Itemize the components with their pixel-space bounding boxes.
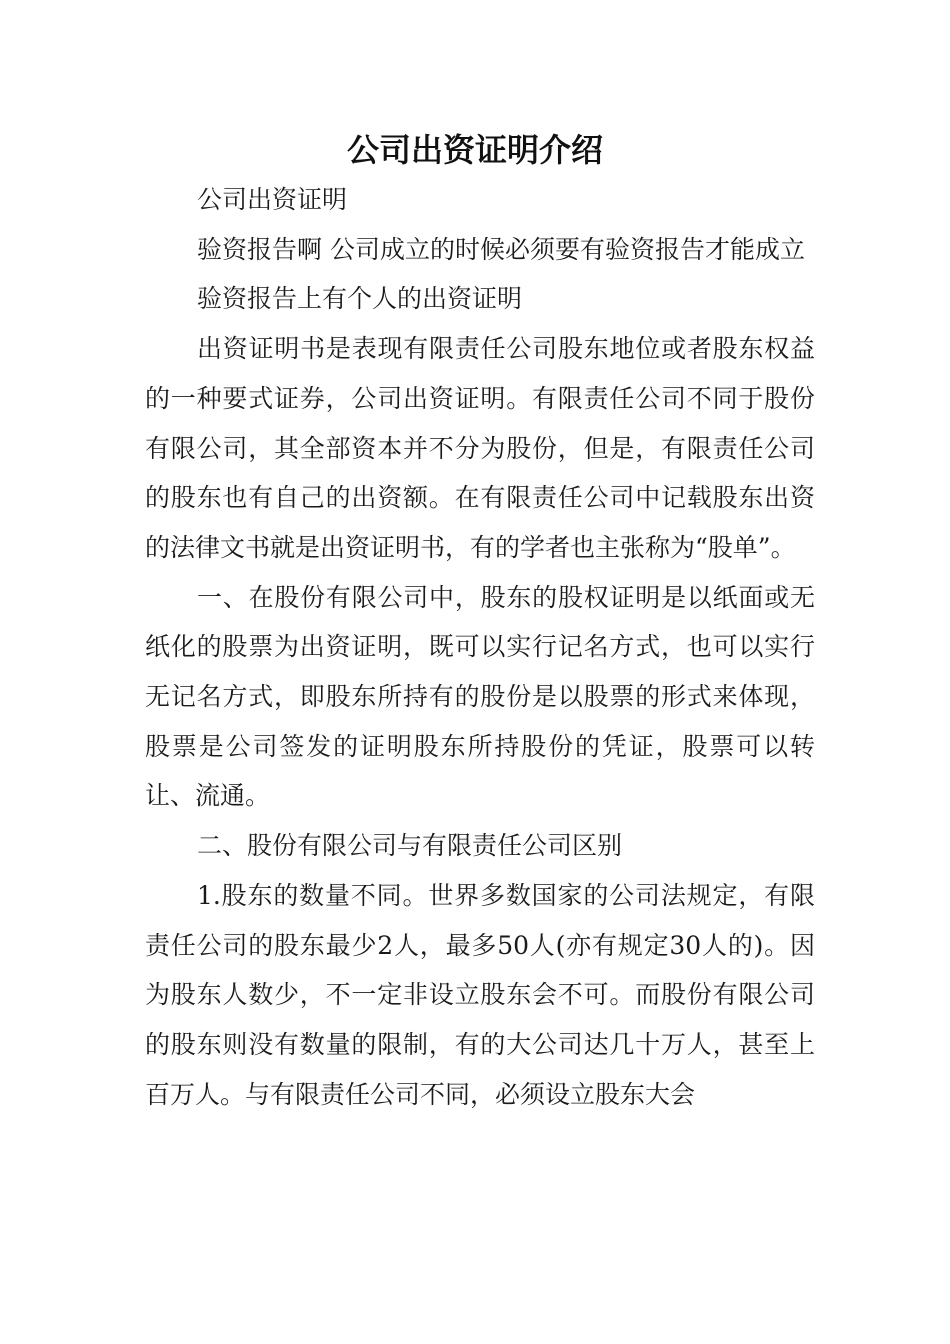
- paragraph-section-one: 一、在股份有限公司中，股东的股权证明是以纸面或无纸化的股票为出资证明，既可以实行记名方式，也可以实行无记名方式，即股东所持有的股份是以股票的形式来体现，股票是公司签发的证明股东所持股份的凭证，股票可以转让、流通。: [145, 582, 815, 811]
- paragraph-shareholder-count: 1.股东的数量不同。世界多数国家的公司法规定，有限责任公司的股东最少2人，最多50人(亦有规定30人的)。因为股东人数少，不一定非设立股东会不可。而股份有限公司的股东则没有数量的限制，有的大公司达几十万人，甚至上百万人。与有限责任公司不同，必须设立股东大会: [145, 880, 815, 1109]
- document-body: [145, 175, 815, 1119]
- document-title: 公司出资证明介绍: [346, 131, 603, 169]
- paragraph-capital-certificate: 出资证明书是表现有限责任公司股东地位或者股东权益的一种要式证券，公司出资证明。有限责任公司不同于股份有限公司，其全部资本并不分为股份，但是，有限责任公司的股东也有自己的出资额。在有限责任公司中记载股东出资的法律文书就是出资证明书，有的学者也主张称为“股单”。: [145, 334, 815, 562]
- paragraph-personal-proof: 验资报告上有个人的出资证明: [197, 284, 523, 314]
- paragraph-subtitle: 公司出资证明: [197, 185, 348, 214]
- paragraph-verification-report: 验资报告啊 公司成立的时候必须要有验资报告才能成立: [197, 234, 805, 264]
- paragraph-section-two-heading: 二、股份有限公司与有限责任公司区别: [197, 831, 623, 861]
